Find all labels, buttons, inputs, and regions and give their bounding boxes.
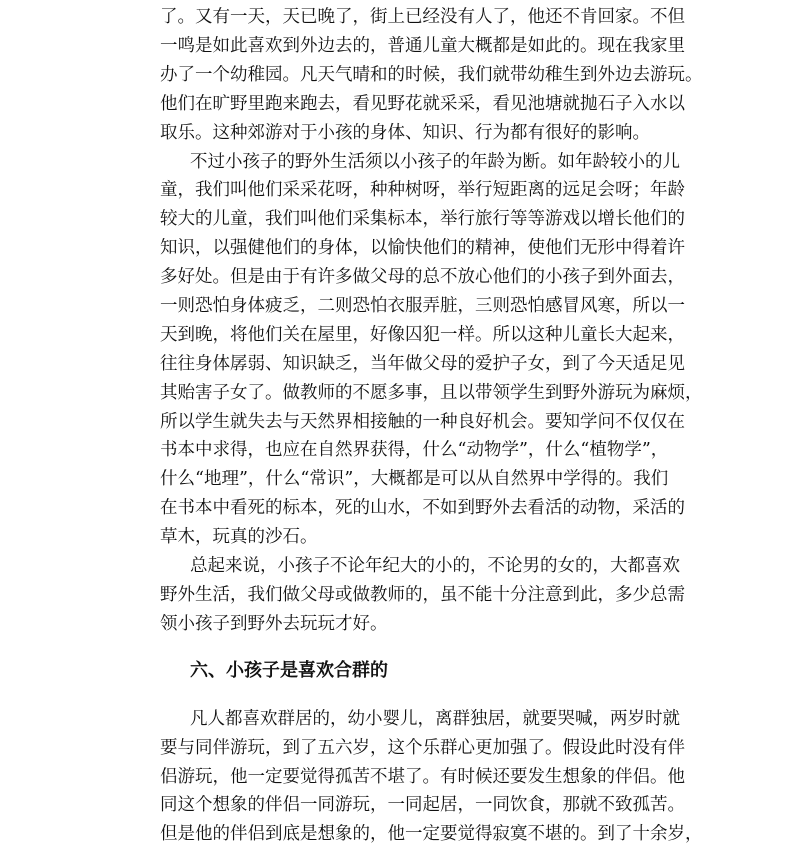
paragraph-4-line-3: 侣游玩，他一定要觉得孤苦不堪了。有时候还要发生想象的伴侣。他: [160, 767, 685, 787]
paragraph-2-line-5: 多好处。但是由于有许多做父母的总不放心他们的小孩子到外面去，: [160, 267, 685, 287]
paragraph-2-line-11: 书本中求得，也应在自然界获得，什么“动物学”，什么“植物学”，: [160, 440, 669, 460]
paragraph-2-line-9: 其贻害子女了。做教师的不愿多事，且以带领学生到野外游玩为麻烦，: [160, 383, 703, 403]
paragraph-2-line-12: 什么“地理”，什么“常识”，大概都是可以从自然界中学得的。我们: [160, 469, 669, 489]
paragraph-3-line-1: 总起来说，小孩子不论年纪大的小的，不论男的女的，大都喜欢: [190, 556, 680, 576]
paragraph-1-line-5: 取乐。这种郊游对于小孩的身体、知识、行为都有很好的影响。: [160, 123, 650, 143]
paragraph-2-line-14: 草木，玩真的沙石。: [160, 527, 318, 547]
paragraph-2-line-7: 天到晚，将他们关在屋里，好像囚犯一样。所以这种儿童长大起来，: [160, 325, 685, 345]
paragraph-2-line-4: 知识，以强健他们的身体，以愉快他们的精神，使他们无形中得着许: [160, 238, 685, 258]
paragraph-2-line-3: 较大的儿童，我们叫他们采集标本，举行旅行等等游戏以增长他们的: [160, 209, 685, 229]
paragraph-3-line-3: 领小孩子到野外去玩玩才好。: [160, 614, 388, 634]
section-heading: 六、小孩子是喜欢合群的: [190, 660, 388, 681]
paragraph-4-line-1: 凡人都喜欢群居的，幼小婴儿，离群独居，就要哭喊，两岁时就: [190, 709, 680, 729]
paragraph-2-line-13: 在书本中看死的标本，死的山水，不如到野外去看活的动物，采活的: [160, 498, 685, 518]
paragraph-2-line-10: 所以学生就失去与天然界相接触的一种良好机会。要知学问不仅仅在: [160, 412, 685, 432]
paragraph-1-line-1: 了。又有一天，天已晚了，街上已经没有人了，他还不肯回家。不但: [160, 7, 685, 27]
paragraph-3-line-2: 野外生活，我们做父母或做教师的，虽不能十分注意到此，多少总需: [160, 585, 685, 605]
paragraph-2-line-2: 童，我们叫他们采采花呀，种种树呀，举行短距离的远足会呀；年龄: [160, 180, 685, 200]
paragraph-2-line-8: 往往身体孱弱、知识缺乏，当年做父母的爱护子女，到了今天适足见: [160, 354, 685, 374]
paragraph-2-line-1: 不过小孩子的野外生活须以小孩子的年龄为断。如年龄较小的儿: [190, 152, 680, 172]
paragraph-1-line-4: 他们在旷野里跑来跑去，看见野花就采采，看见池塘就抛石子入水以: [160, 94, 685, 114]
paragraph-4-line-5: 但是他的伴侣到底是想象的，他一定要觉得寂寞不堪的。到了十余岁，: [160, 824, 703, 844]
paragraph-4-line-4: 同这个想象的伴侣一同游玩，一同起居，一同饮食，那就不致孤苦。: [160, 795, 685, 815]
paragraph-1-line-2: 一鸣是如此喜欢到外边去的，普通儿童大概都是如此的。现在我家里: [160, 36, 685, 56]
paragraph-2-line-6: 一则恐怕身体疲乏，二则恐怕衣服弄脏，三则恐怕感冒风寒，所以一: [160, 296, 685, 316]
paragraph-4-line-2: 要与同伴游玩，到了五六岁，这个乐群心更加强了。假设此时没有伴: [160, 738, 685, 758]
paragraph-1-line-3: 办了一个幼稚园。凡天气晴和的时候，我们就带幼稚生到外边去游玩。: [160, 65, 703, 85]
